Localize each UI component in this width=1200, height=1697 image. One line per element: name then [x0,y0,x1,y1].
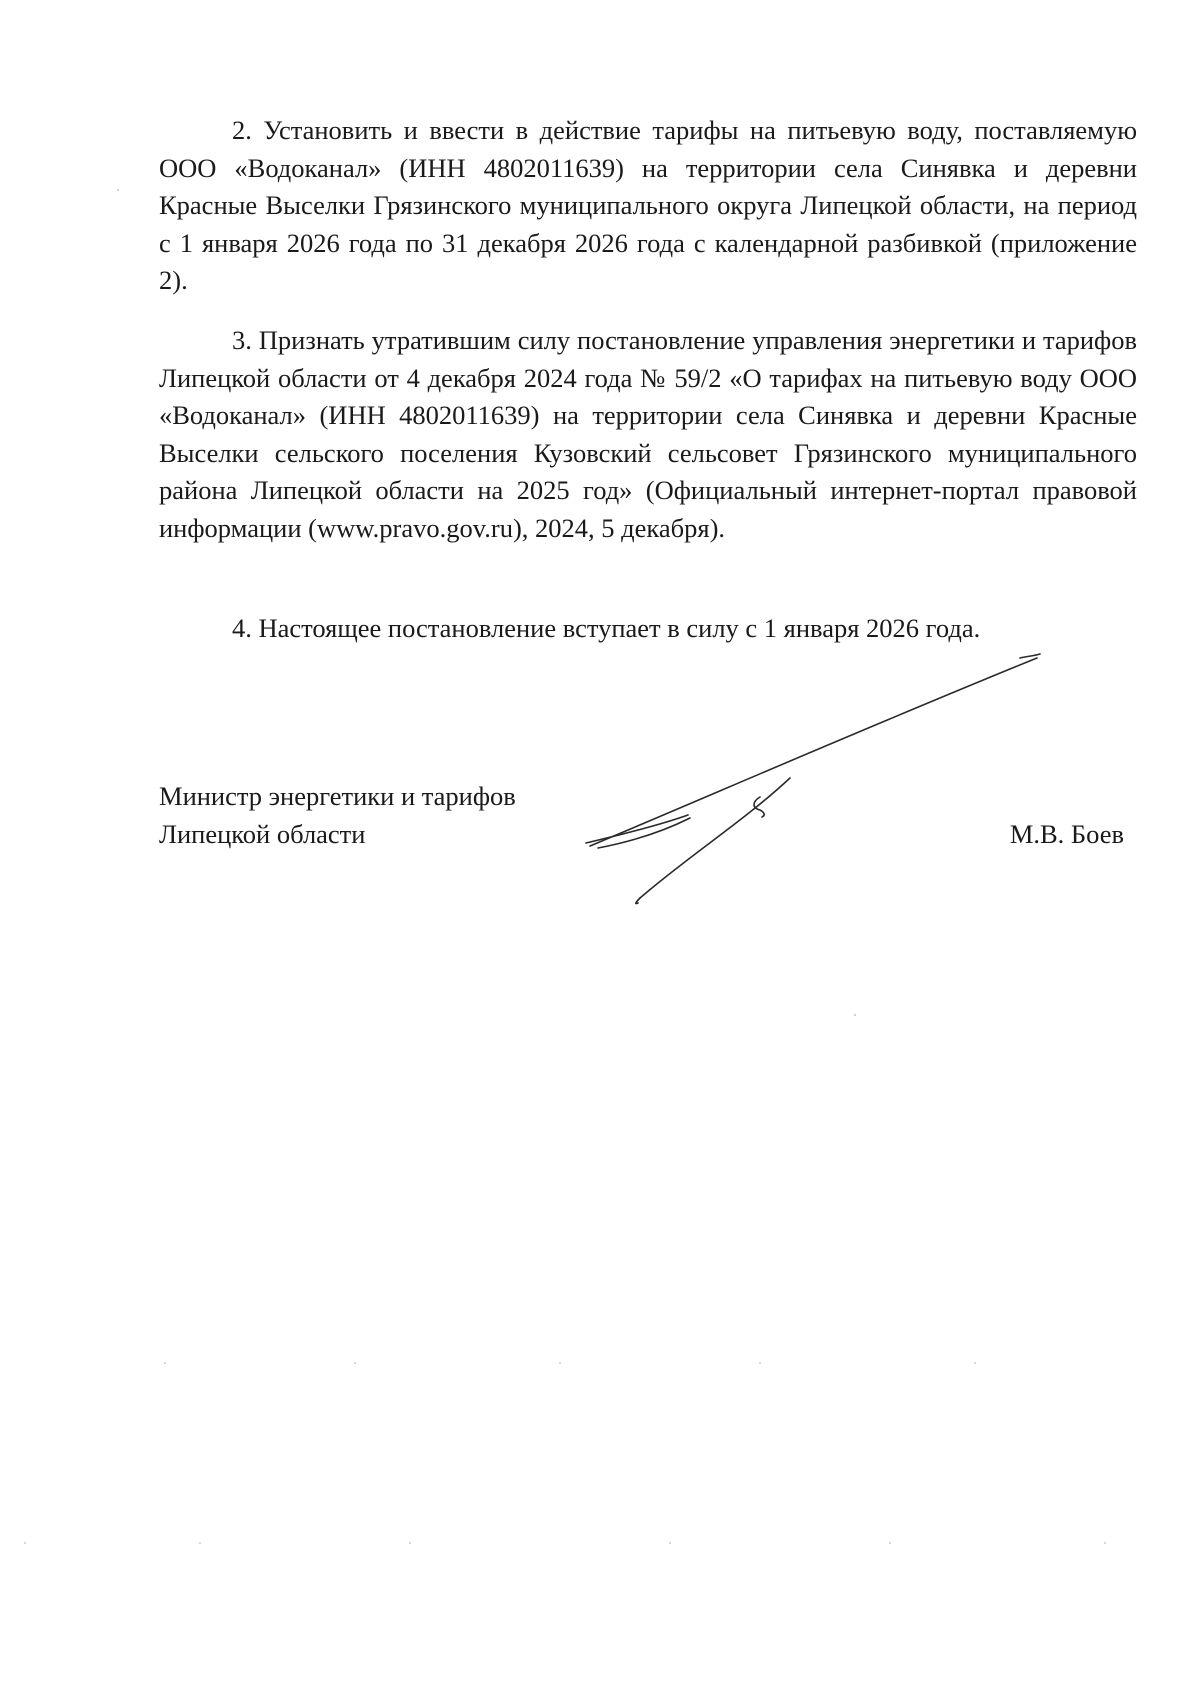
paragraph-item-3: 3. Признать утратившим силу постановление управления энергетики и тарифов Липецкой области от 4 декабря 2024 года № 59/2 «О тарифах на питьевую воду ООО «Водоканал» (ИНН 4802011639) на территории села Синявка и деревни Красные Выселки сельского поселения Кузовский сельсовет Грязинского муниципального района Липецкой области на 2025 год» (Официальный интернет-портал правовой информации (www.pravo.gov.ru), 2024, 5 декабря). [159,325,1137,543]
paragraph-item-4: 4. Настоящее постановление вступает в силу с 1 января 2026 года. [232,613,981,643]
signatory-position-line1: Министр энергетики и тарифов [159,781,516,811]
signatory-position-line2: Липецкой области [159,819,366,849]
signatory-position [159,777,516,853]
signatory-name: М.В. Боев [1009,819,1124,849]
paragraph-item-2: 2. Установить и ввести в действие тарифы на питьевую воду, поставляемую ООО «Водоканал» (ИНН 4802011639) на территории села Синявка и деревни Красные Выселки Грязинского муниципального округа Липецкой области, на период с 1 января 2026 года по 31 декабря 2026 года с календарной разбивкой (приложение 2). [159,115,1137,295]
